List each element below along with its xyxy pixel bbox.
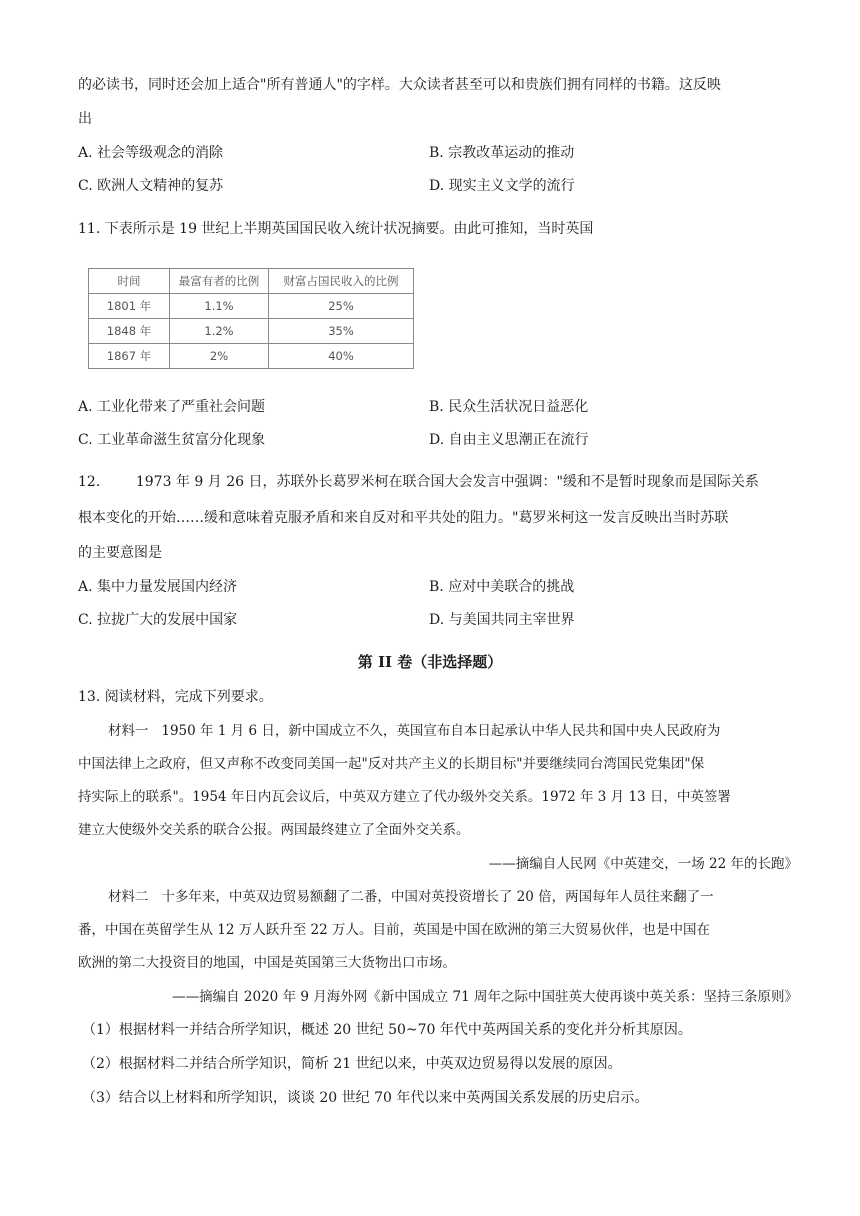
q10-option-b[interactable]: B. 宗教改革运动的推动 (429, 145, 575, 161)
q12-option-c[interactable]: C. 拉拢广大的发展中国家 (78, 612, 238, 628)
q12-stem-line3: 的主要意图是 (78, 545, 162, 561)
material-1-line1: 材料一 1950 年 1 月 6 日，新中国成立不久，英国宣布自本日起承认中华人民共和国中央人民政府为 (108, 723, 721, 739)
table-header-cell: 时间 (89, 269, 170, 294)
table-row (89, 319, 414, 344)
q11-option-b[interactable]: B. 民众生活状况日益恶化 (429, 399, 589, 415)
material-1-line4: 建立大使级外交关系的联合公报。两国最终建立了全面外交关系。 (78, 822, 470, 838)
table-cell: 1801 年 (89, 294, 170, 319)
q11-option-c[interactable]: C. 工业革命滋生贫富分化现象 (78, 432, 266, 448)
q10-stem-line2: 出 (78, 111, 92, 127)
material-2-source: ——摘编自 2020 年 9 月海外网《新中国成立 71 周年之际中国驻英大使再谈中英关系：坚持三条原则》 (172, 989, 798, 1005)
material-1-line3: 持实际上的联系"。1954 年日内瓦会议后，中英双方建立了代办级外交关系。1972 年 3 月 13 日，中英签署 (78, 789, 731, 805)
table-header-row (89, 269, 414, 294)
q11-stem: 11. 下表所示是 19 世纪上半期英国国民收入统计状况摘要。由此可推知，当时英国 (78, 221, 594, 237)
q10-option-c[interactable]: C. 欧洲人文精神的复苏 (78, 178, 224, 194)
table-row (89, 294, 414, 319)
material-2-line2: 番，中国在英留学生从 12 万人跃升至 22 万人。目前，英国是中国在欧洲的第三大贸易伙伴，也是中国在 (78, 922, 711, 938)
table-header-cell: 最富有者的比例 (170, 269, 269, 294)
q13-subquestion-3: （3）结合以上材料和所学知识，谈谈 20 世纪 70 年代以来中英两国关系发展的历史启示。 (82, 1090, 649, 1106)
q11-option-d[interactable]: D. 自由主义思潮正在流行 (429, 432, 589, 448)
material-1-source: ——摘编自人民网《中英建交，一场 22 年的长跑》 (488, 856, 798, 872)
q12-option-d[interactable]: D. 与美国共同主宰世界 (429, 612, 575, 628)
q10-stem-line1: 的必读书，同时还会加上适合"所有普通人"的字样。大众读者甚至可以和贵族们拥有同样的书籍。这反映 (78, 77, 721, 93)
material-1-line2: 中国法律上之政府，但又声称不改变同美国一起"反对共产主义的长期目标"并要继续同台湾国民党集团"保 (78, 756, 705, 772)
table-cell: 25% (269, 294, 414, 319)
q10-option-d[interactable]: D. 现实主义文学的流行 (429, 178, 575, 194)
q10-option-a[interactable]: A. 社会等级观念的消除 (78, 145, 224, 161)
q12-option-b[interactable]: B. 应对中美联合的挑战 (429, 579, 575, 595)
table-row (89, 344, 414, 369)
table-cell: 1.2% (170, 319, 269, 344)
table-cell: 40% (269, 344, 414, 369)
q13-subquestion-1: （1）根据材料一并结合所学知识，概述 20 世纪 50~70 年代中英两国关系的变化并分析其原因。 (82, 1022, 692, 1038)
table-cell: 2% (170, 344, 269, 369)
q12-stem-line1: 12. 1973 年 9 月 26 日，苏联外长葛罗米柯在联合国大会发言中强调："缓和不是暂时现象而是国际关系 (78, 474, 759, 490)
income-statistics-table (88, 268, 414, 369)
table-cell: 1848 年 (89, 319, 170, 344)
table-header-cell: 财富占国民收入的比例 (269, 269, 414, 294)
table-cell: 1867 年 (89, 344, 170, 369)
section-title: 第 II 卷（非选择题） (357, 653, 503, 671)
table-cell: 35% (269, 319, 414, 344)
q13-stem: 13. 阅读材料，完成下列要求。 (78, 689, 273, 705)
q12-stem-line2: 根本变化的开始……缓和意味着克服矛盾和来自反对和平共处的阻力。"葛罗米柯这一发言反映出当时苏联 (78, 510, 729, 526)
q11-option-a[interactable]: A. 工业化带来了严重社会问题 (78, 399, 266, 415)
table-cell: 1.1% (170, 294, 269, 319)
material-2-line1: 材料二 十多年来，中英双边贸易额翻了二番，中国对英投资增长了 20 倍，两国每年人员往来翻了一 (108, 889, 714, 905)
q12-option-a[interactable]: A. 集中力量发展国内经济 (78, 579, 238, 595)
material-2-line3: 欧洲的第二大投资目的地国，中国是英国第三大货物出口市场。 (78, 955, 456, 971)
q13-subquestion-2: （2）根据材料二并结合所学知识，简析 21 世纪以来，中英双边贸易得以发展的原因。 (82, 1056, 622, 1072)
